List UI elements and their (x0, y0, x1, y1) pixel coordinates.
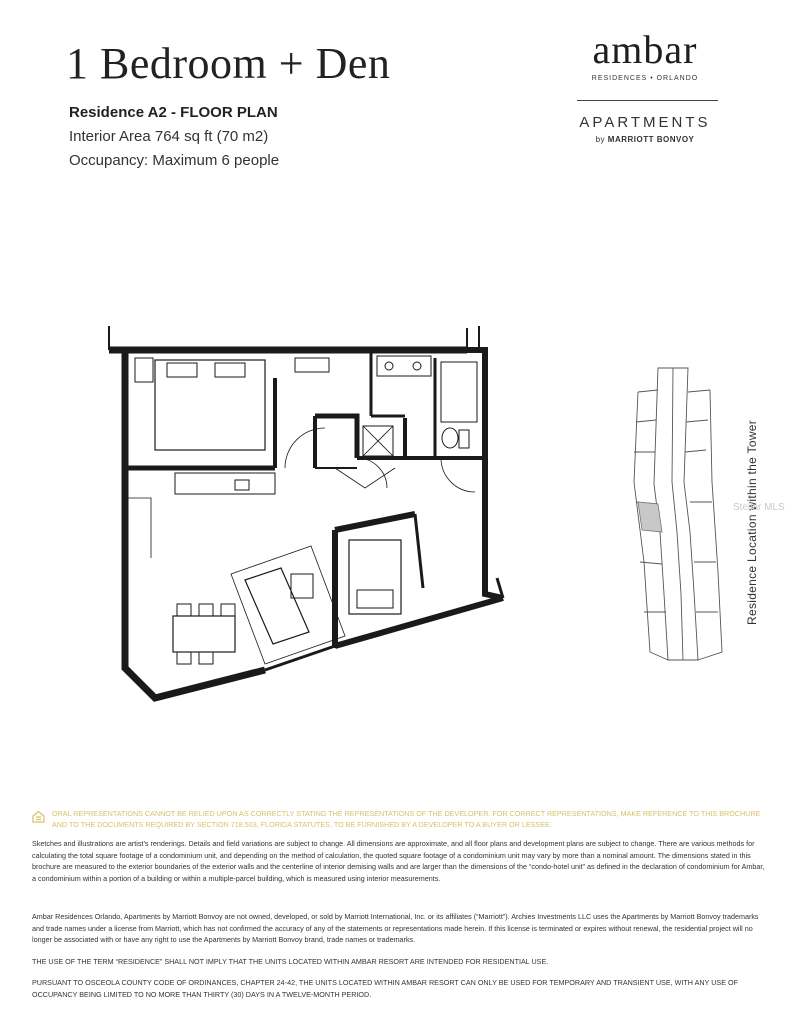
logo-by-line (560, 135, 730, 144)
floor-plan-drawing (95, 318, 515, 718)
logo-brand: MARRIOTT BONVOY (607, 135, 695, 144)
occupancy: Occupancy: Maximum 6 people (69, 152, 280, 169)
interior-area: Interior Area 764 sq ft (70 m2) (69, 128, 269, 145)
logo-by: by (595, 135, 606, 144)
tower-location-label: Residence Location within the Tower (745, 419, 759, 625)
osceola-disclaimer: PURSUANT TO OSCEOLA COUNTY CODE OF ORDINANCES, CHAPTER 24-42, THE UNITS LOCATED WITHIN AMBAR RESORT CAN ONLY BE USED FOR TEMPORARY AND TRANSIENT USE, WITH ANY USE OF OCCUPANCY BEING LIMITED TO NO MORE THAN THIRTY (30) DAYS IN A TWELVE-MONTH PERIOD. (32, 978, 738, 999)
highlighted-residence (638, 502, 662, 532)
residence-term-disclaimer: THE USE OF THE TERM “RESIDENCE” SHALL NOT IMPLY THAT THE UNITS LOCATED WITHIN AMBAR RESORT ARE INTENDED FOR RESIDENTIAL USE. (32, 957, 549, 966)
logo-subtitle: RESIDENCES • ORLANDO (591, 75, 699, 82)
residence-heading: Residence A2 - FLOOR PLAN (69, 104, 278, 121)
ownership-disclaimer: Ambar Residences Orlando, Apartments by Marriott Bonvoy are not owned, developed, or sold by Marriott International, Inc. or its affiliates (“Marriott”). Archies Investments LLC uses the Apartments by Marriott Bonvoy trademarks and trade names under a license from Marriott, which has not confirmed the accuracy of any of the statements or representations made herein. If this license is terminated or expires without renewal, the residential project will no longer be associated with or have any right to use the Apartments by Marriott Bonvoy brand, trade names or trademarks. (32, 912, 759, 945)
equal-housing-icon (32, 810, 45, 823)
watermark: Stellar MLS (733, 502, 785, 513)
ambar-logo (560, 28, 730, 82)
logo-wordmark: ambar (592, 27, 698, 72)
oral-representations-disclaimer: ORAL REPRESENTATIONS CANNOT BE RELIED UPON AS CORRECTLY STATING THE REPRESENTATIONS OF THE DEVELOPER. FOR CORRECT REPRESENTATIONS, MAKE REFERENCE TO THIS BROCHURE AND TO THE DOCUMENTS REQUIRED BY SECTION 718.503, FLORIDA STATUTES, TO BE FURNISHED BY A DEVELOPER TO A BUYER OR LESSEE. (52, 809, 761, 829)
sketches-disclaimer: Sketches and illustrations are artist’s renderings. Details and field variations are subject to change. All dimensions are approximate, and all floor plans and development plans are subject to change. There are various methods for calculating the total square footage of a condominium unit, and depending on the method of calculation, the quoted square footage of a condominium unit may vary by more than a nominal amount. The dimensions stated in this brochure are measured to the exterior boundaries of the exterior walls and the centerline of interior demising walls and are larger than the dimensions of the “condo-hotel unit” as defined in the declaration of condominium for Ambar, a condominium within a portion of a building or within a multiple-parcel building, which is measured using interior measurements. (32, 839, 765, 883)
tower-location-diagram (628, 362, 728, 662)
page-title: 1 Bedroom + Den (66, 39, 391, 88)
logo-apartments: APARTMENTS (579, 114, 711, 131)
logo-divider (577, 100, 718, 101)
